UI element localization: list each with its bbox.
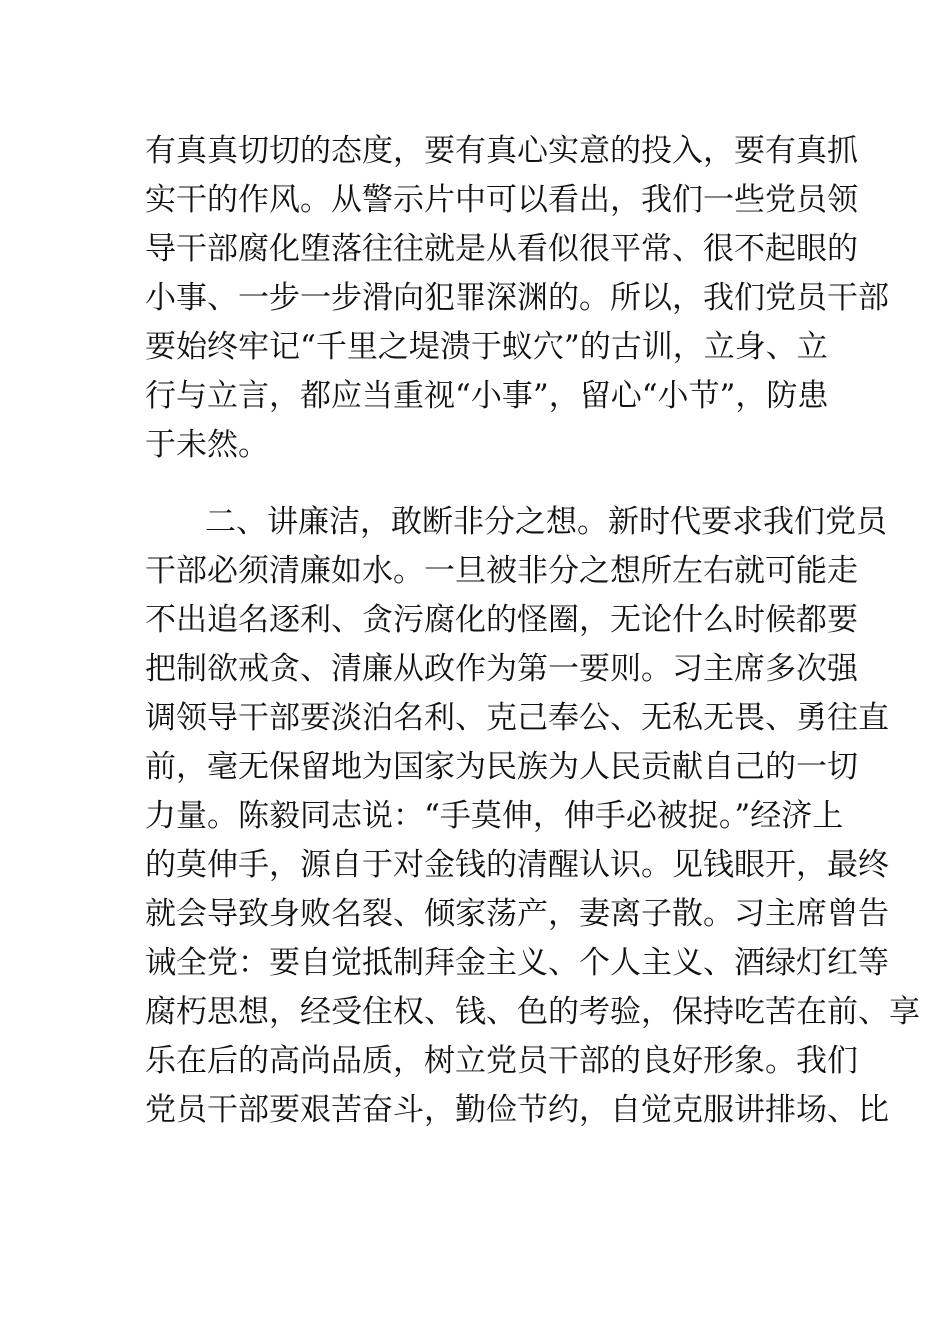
text-line: 的莫伸手，源自于对金钱的清醒认识。见钱眼开，最终 [145, 847, 889, 883]
text-line: 前，毫无保留地为国家为民族为人民贡献自己的一切 [145, 749, 858, 785]
text-line: 乐在后的高尚品质，树立党员干部的良好形象。我们 [145, 1043, 858, 1079]
text-line: 干部必须清廉如水。一旦被非分之想所左右就可能走 [145, 553, 858, 589]
text-line: 导干部腐化堕落往往就是从看似很平常、很不起眼的 [145, 231, 858, 267]
text-line: 党员干部要艰苦奋斗，勤俭节约，自觉克服讲排场、比 [145, 1092, 889, 1128]
text-line: 要始终牢记“千里之堤溃于蚁穴”的古训，立身、立 [145, 329, 828, 365]
text-line: 就会导致身败名裂、倾家荡产，妻离子散。习主席曾告 [145, 896, 889, 932]
text-line: 力量。陈毅同志说：“手莫伸，伸手必被捉。”经济上 [145, 798, 844, 834]
text-line: 二、讲廉洁，敢断非分之想。新时代要求我们党员 [205, 504, 887, 540]
text-line: 有真真切切的态度，要有真心实意的投入，要有真抓 [145, 133, 858, 169]
text-line: 腐朽思想，经受住权、钱、色的考验，保持吃苦在前、享 [145, 994, 920, 1030]
text-line: 不出追名逐利、贪污腐化的怪圈，无论什么时候都要 [145, 602, 858, 638]
text-line: 小事、一步一步滑向犯罪深渊的。所以，我们党员干部 [145, 280, 889, 316]
text-line: 把制欲戒贪、清廉从政作为第一要则。习主席多次强 [145, 651, 858, 687]
text-line: 行与立言，都应当重视“小事”，留心“小节”，防患 [145, 378, 829, 414]
text-line: 于未然。 [145, 427, 269, 463]
text-line: 调领导干部要淡泊名利、克己奉公、无私无畏、勇往直 [145, 700, 889, 736]
text-line: 实干的作风。从警示片中可以看出，我们一些党员领 [145, 182, 858, 218]
text-line: 诫全党：要自觉抵制拜金主义、个人主义、酒绿灯红等 [145, 945, 889, 981]
